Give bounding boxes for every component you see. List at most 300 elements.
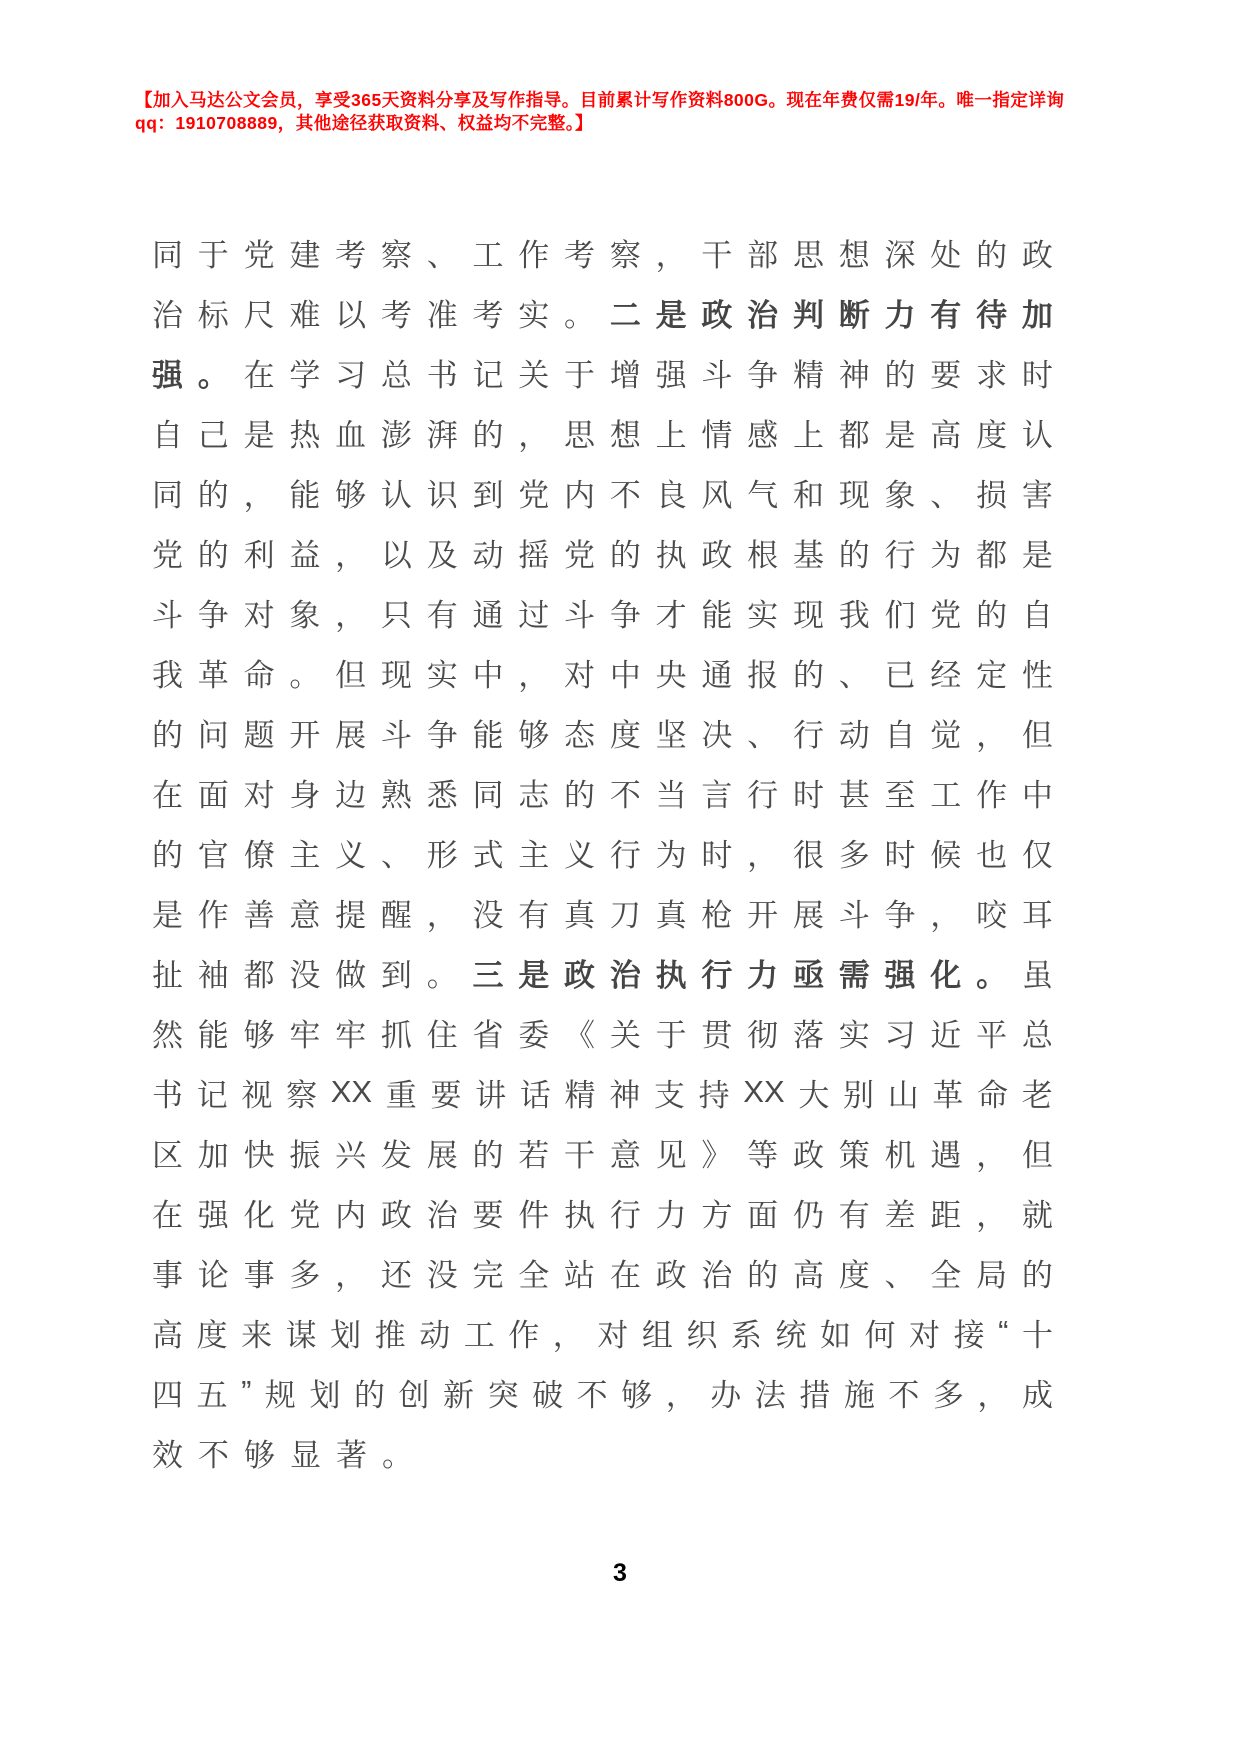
text-char: 同 bbox=[152, 237, 183, 273]
text-char: 规 bbox=[264, 1377, 296, 1413]
text-char: 仅 bbox=[1021, 837, 1053, 873]
text-char: 枪 bbox=[701, 897, 733, 933]
text-char: 法 bbox=[754, 1377, 786, 1413]
text-char: 实 bbox=[518, 297, 550, 333]
text-char: 强 bbox=[655, 357, 687, 393]
text-char: 动 bbox=[472, 537, 504, 573]
text-char: 、 bbox=[930, 477, 962, 513]
text-char: 党 bbox=[289, 1197, 321, 1233]
text-char: 我 bbox=[152, 657, 183, 693]
text-char: 在 bbox=[152, 777, 183, 813]
text-char: 言 bbox=[701, 777, 733, 813]
text-char: ， bbox=[335, 537, 367, 573]
text-char: 真 bbox=[655, 897, 687, 933]
text-char: 待 bbox=[976, 297, 1008, 333]
text-char: 定 bbox=[976, 657, 1008, 693]
text-char: 时 bbox=[884, 837, 916, 873]
text-char: 开 bbox=[747, 897, 779, 933]
text-char: 贯 bbox=[701, 1017, 733, 1053]
text-char: 显 bbox=[290, 1437, 321, 1473]
text-char: 中 bbox=[472, 657, 504, 693]
text-char: 办 bbox=[710, 1377, 742, 1413]
text-char: 不 bbox=[576, 1377, 608, 1413]
text-char: 破 bbox=[532, 1377, 564, 1413]
text-char: 真 bbox=[564, 897, 596, 933]
text-char: 央 bbox=[655, 657, 687, 693]
text-char: 良 bbox=[655, 477, 687, 513]
text-char: 二 bbox=[609, 297, 641, 333]
text-char: 中 bbox=[609, 657, 641, 693]
text-char: 执 bbox=[564, 1197, 596, 1233]
text-char: 作 bbox=[197, 897, 229, 933]
text-char: 于 bbox=[564, 357, 596, 393]
text-char: 都 bbox=[838, 417, 870, 453]
text-char: 书 bbox=[426, 357, 458, 393]
text-char: 做 bbox=[335, 957, 367, 993]
text-char: 以 bbox=[380, 537, 412, 573]
text-char: 部 bbox=[747, 237, 779, 273]
text-char: ， bbox=[976, 1197, 1008, 1233]
text-char: 中 bbox=[1021, 777, 1053, 813]
text-char: 难 bbox=[289, 297, 321, 333]
text-char: 不 bbox=[609, 777, 641, 813]
text-char: 行 bbox=[609, 1197, 641, 1233]
text-char: 还 bbox=[380, 1257, 412, 1293]
text-line bbox=[152, 1362, 1053, 1422]
text-char: 度 bbox=[196, 1317, 228, 1353]
text-char: 是 bbox=[1021, 537, 1053, 573]
text-char: 强 bbox=[152, 357, 183, 393]
text-char: 热 bbox=[289, 417, 321, 453]
text-char: 察 bbox=[609, 237, 641, 273]
text-char: ， bbox=[977, 1377, 1009, 1413]
text-char: 的 bbox=[838, 537, 870, 573]
text-char: 求 bbox=[976, 357, 1008, 393]
text-line bbox=[152, 1122, 1053, 1182]
text-char: 益 bbox=[289, 537, 321, 573]
text-char: 经 bbox=[930, 657, 962, 693]
text-char: 报 bbox=[747, 657, 779, 693]
text-char: 织 bbox=[686, 1317, 718, 1353]
text-char: 能 bbox=[701, 597, 733, 633]
text-char: ， bbox=[930, 897, 962, 933]
text-char: 动 bbox=[838, 717, 870, 753]
text-char: 没 bbox=[289, 957, 321, 993]
text-char: 熟 bbox=[380, 777, 412, 813]
text-char: 现 bbox=[380, 657, 412, 693]
text-char: 时 bbox=[792, 777, 824, 813]
text-char: 为 bbox=[655, 837, 687, 873]
text-char: 的 bbox=[564, 777, 596, 813]
text-char: 划 bbox=[330, 1317, 362, 1353]
text-char: 至 bbox=[884, 777, 916, 813]
text-char: 力 bbox=[884, 297, 916, 333]
text-char: 行 bbox=[747, 777, 779, 813]
text-char: 没 bbox=[426, 1257, 458, 1293]
text-char: 记 bbox=[472, 357, 504, 393]
text-char: 和 bbox=[792, 477, 824, 513]
text-char: 执 bbox=[655, 957, 687, 993]
text-char: 己 bbox=[197, 417, 229, 453]
text-char: 对 bbox=[909, 1317, 941, 1353]
text-char: 高 bbox=[930, 417, 962, 453]
text-char: 动 bbox=[419, 1317, 451, 1353]
text-char: 有 bbox=[930, 297, 962, 333]
text-char: 内 bbox=[335, 1197, 367, 1233]
text-line bbox=[152, 702, 1053, 762]
text-char: 坚 bbox=[655, 717, 687, 753]
text-char: 快 bbox=[243, 1137, 275, 1173]
text-char: 、 bbox=[426, 237, 458, 273]
body-text bbox=[152, 222, 1053, 1482]
text-char: 强 bbox=[884, 957, 916, 993]
text-char: 区 bbox=[152, 1137, 183, 1173]
text-char: 度 bbox=[976, 417, 1008, 453]
text-char: 机 bbox=[884, 1137, 916, 1173]
text-char: 现 bbox=[838, 477, 870, 513]
text-char: 性 bbox=[1021, 657, 1053, 693]
text-char: 考 bbox=[564, 237, 596, 273]
text-char: 作 bbox=[976, 777, 1008, 813]
text-char: 自 bbox=[152, 417, 183, 453]
text-char: 的 bbox=[609, 537, 641, 573]
text-line bbox=[152, 1302, 1053, 1362]
text-char: 、 bbox=[884, 1257, 916, 1293]
text-char: 及 bbox=[426, 537, 458, 573]
text-char: 准 bbox=[426, 297, 458, 333]
text-char: 强 bbox=[197, 1197, 229, 1233]
text-char: 争 bbox=[426, 717, 458, 753]
text-char: 彻 bbox=[747, 1017, 779, 1053]
text-char: 展 bbox=[792, 897, 824, 933]
text-char: 来 bbox=[241, 1317, 273, 1353]
text-char: 的 bbox=[747, 1257, 779, 1293]
text-char: 展 bbox=[335, 717, 367, 753]
text-char: 效 bbox=[152, 1437, 183, 1473]
text-char: 要 bbox=[430, 1077, 462, 1113]
text-line bbox=[152, 462, 1053, 522]
text-char: 的 bbox=[976, 597, 1008, 633]
text-char: 组 bbox=[641, 1317, 673, 1353]
text-char: 增 bbox=[609, 357, 641, 393]
text-char: 治 bbox=[609, 957, 641, 993]
text-char: 。 bbox=[289, 657, 321, 693]
text-char: 政 bbox=[1021, 237, 1053, 273]
text-char: 的 bbox=[197, 537, 229, 573]
text-char: 精 bbox=[564, 1077, 596, 1113]
text-char: 形 bbox=[426, 837, 458, 873]
text-char: 的 bbox=[353, 1377, 385, 1413]
text-char: 大 bbox=[798, 1077, 830, 1113]
text-char: 候 bbox=[930, 837, 962, 873]
text-char: 断 bbox=[838, 297, 870, 333]
text-char: 治 bbox=[426, 1197, 458, 1233]
text-char: 差 bbox=[884, 1197, 916, 1233]
text-char: 工 bbox=[472, 237, 504, 273]
text-char: 在 bbox=[152, 1197, 183, 1233]
text-char: 。 bbox=[564, 297, 596, 333]
text-char: 高 bbox=[792, 1257, 824, 1293]
text-char: 察 bbox=[286, 1077, 318, 1113]
text-char: 谋 bbox=[285, 1317, 317, 1353]
text-char: 根 bbox=[747, 537, 779, 573]
text-char: 方 bbox=[701, 1197, 733, 1233]
text-char: 意 bbox=[609, 1137, 641, 1173]
text-char: 不 bbox=[198, 1437, 229, 1473]
text-char: 干 bbox=[701, 237, 733, 273]
text-char: 到 bbox=[472, 477, 504, 513]
text-char: 讲 bbox=[475, 1077, 507, 1113]
text-char: 山 bbox=[887, 1077, 919, 1113]
text-char: 甚 bbox=[838, 777, 870, 813]
text-char: 抓 bbox=[380, 1017, 412, 1053]
text-char: 也 bbox=[976, 837, 1008, 873]
text-char: 多 bbox=[838, 837, 870, 873]
text-char: ， bbox=[655, 237, 687, 273]
text-char: 党 bbox=[564, 537, 596, 573]
text-char: 争 bbox=[197, 597, 229, 633]
text-char: 关 bbox=[518, 357, 550, 393]
text-char: 平 bbox=[976, 1017, 1008, 1053]
text-char: 提 bbox=[335, 897, 367, 933]
text-char: 学 bbox=[289, 357, 321, 393]
text-char: 度 bbox=[609, 717, 641, 753]
text-char: 能 bbox=[197, 1017, 229, 1053]
text-char: 行 bbox=[701, 957, 733, 993]
text-char: 策 bbox=[838, 1137, 870, 1173]
text-line bbox=[152, 882, 1053, 942]
text-char: ” bbox=[241, 1374, 252, 1409]
page-number: 3 bbox=[613, 1559, 627, 1587]
text-char: 察 bbox=[380, 237, 412, 273]
text-char: 等 bbox=[747, 1137, 779, 1173]
text-char: 实 bbox=[426, 657, 458, 693]
text-char: 决 bbox=[701, 717, 733, 753]
text-line bbox=[152, 762, 1053, 822]
text-char: XX bbox=[330, 1074, 373, 1109]
text-char: 化 bbox=[243, 1197, 275, 1233]
text-char: 醒 bbox=[380, 897, 412, 933]
text-line bbox=[152, 1422, 1053, 1482]
text-char: 够 bbox=[621, 1377, 653, 1413]
text-char: 有 bbox=[518, 897, 550, 933]
text-char: 距 bbox=[930, 1197, 962, 1233]
text-char: 的 bbox=[884, 357, 916, 393]
text-char: 政 bbox=[564, 957, 596, 993]
text-char: 完 bbox=[472, 1257, 504, 1293]
text-char: 义 bbox=[335, 837, 367, 873]
text-char: 站 bbox=[564, 1257, 596, 1293]
text-char: 要 bbox=[930, 357, 962, 393]
text-char: 亟 bbox=[792, 957, 824, 993]
text-char: 行 bbox=[884, 537, 916, 573]
text-char: 习 bbox=[335, 357, 367, 393]
text-char: 开 bbox=[289, 717, 321, 753]
text-char: 扯 bbox=[152, 957, 183, 993]
text-line bbox=[152, 342, 1053, 402]
text-char: 局 bbox=[976, 1257, 1008, 1293]
text-char: 何 bbox=[864, 1317, 896, 1353]
text-char: 近 bbox=[930, 1017, 962, 1053]
text-char: 够 bbox=[243, 1017, 275, 1053]
text-char: 才 bbox=[655, 597, 687, 633]
text-char: 成 bbox=[1021, 1377, 1053, 1413]
text-char: 发 bbox=[380, 1137, 412, 1173]
text-char: 论 bbox=[197, 1257, 229, 1293]
text-char: 工 bbox=[463, 1317, 495, 1353]
text-char: 处 bbox=[930, 237, 962, 273]
text-char: 五 bbox=[196, 1377, 228, 1413]
text-char: 为 bbox=[930, 537, 962, 573]
text-char: 支 bbox=[653, 1077, 685, 1113]
text-char: 有 bbox=[426, 597, 458, 633]
text-char: 刀 bbox=[609, 897, 641, 933]
text-char: 认 bbox=[1021, 417, 1053, 453]
text-char: 然 bbox=[152, 1017, 183, 1053]
text-char: 施 bbox=[843, 1377, 875, 1413]
text-char: 持 bbox=[698, 1077, 730, 1113]
text-char: 主 bbox=[289, 837, 321, 873]
text-char: 自 bbox=[1021, 597, 1053, 633]
text-char: 深 bbox=[884, 237, 916, 273]
text-char: 实 bbox=[747, 597, 779, 633]
text-char: 工 bbox=[930, 777, 962, 813]
text-char: 创 bbox=[398, 1377, 430, 1413]
text-char: 标 bbox=[197, 297, 229, 333]
text-char: 展 bbox=[426, 1137, 458, 1173]
text-char: 义 bbox=[564, 837, 596, 873]
text-char: 但 bbox=[1021, 1137, 1053, 1173]
text-char: 争 bbox=[747, 357, 779, 393]
text-char: 全 bbox=[930, 1257, 962, 1293]
text-char: 党 bbox=[518, 477, 550, 513]
text-line bbox=[152, 822, 1053, 882]
text-char: 时 bbox=[1021, 357, 1053, 393]
text-char: ， bbox=[518, 657, 550, 693]
text-char: 命 bbox=[243, 657, 275, 693]
text-line bbox=[152, 1182, 1053, 1242]
text-char: 于 bbox=[655, 1017, 687, 1053]
text-char: 党 bbox=[243, 237, 275, 273]
text-char: ， bbox=[426, 897, 458, 933]
text-char: 对 bbox=[564, 657, 596, 693]
text-char: 十 bbox=[1021, 1317, 1053, 1353]
text-char: 的 bbox=[197, 477, 229, 513]
text-char: 行 bbox=[792, 717, 824, 753]
text-char: 就 bbox=[1021, 1197, 1053, 1233]
text-char: 记 bbox=[196, 1077, 228, 1113]
text-char: 关 bbox=[609, 1017, 641, 1053]
text-char: 治 bbox=[152, 297, 183, 333]
text-char: 事 bbox=[243, 1257, 275, 1293]
text-char: ， bbox=[976, 717, 1008, 753]
text-char: 湃 bbox=[426, 417, 458, 453]
text-char: 如 bbox=[819, 1317, 851, 1353]
text-char: 判 bbox=[792, 297, 824, 333]
text-char: 划 bbox=[309, 1377, 341, 1413]
text-char: 。 bbox=[426, 957, 458, 993]
text-char: 的 bbox=[472, 417, 504, 453]
text-char: 上 bbox=[655, 417, 687, 453]
text-char: 只 bbox=[380, 597, 412, 633]
text-char: 治 bbox=[701, 1257, 733, 1293]
text-line bbox=[152, 1242, 1053, 1302]
text-char: 耳 bbox=[1021, 897, 1053, 933]
text-char: 执 bbox=[655, 537, 687, 573]
text-char: 是 bbox=[655, 297, 687, 333]
text-char: 思 bbox=[564, 417, 596, 453]
text-char: 利 bbox=[243, 537, 275, 573]
text-char: 对 bbox=[243, 597, 275, 633]
text-char: 认 bbox=[380, 477, 412, 513]
text-char: 同 bbox=[152, 477, 183, 513]
text-char: 式 bbox=[472, 837, 504, 873]
text-char: 我 bbox=[838, 597, 870, 633]
text-char: 的 bbox=[472, 1137, 504, 1173]
text-char: 斗 bbox=[564, 597, 596, 633]
text-char: 落 bbox=[792, 1017, 824, 1053]
text-char: 革 bbox=[197, 657, 229, 693]
text-char: 僚 bbox=[243, 837, 275, 873]
text-char: 但 bbox=[1021, 717, 1053, 753]
text-char: 度 bbox=[838, 1257, 870, 1293]
text-char: 的 bbox=[152, 837, 183, 873]
text-char: 够 bbox=[518, 717, 550, 753]
text-char: 建 bbox=[289, 237, 321, 273]
text-char: 没 bbox=[472, 897, 504, 933]
text-char: 党 bbox=[152, 537, 183, 573]
text-char: 政 bbox=[701, 297, 733, 333]
text-char: 《 bbox=[564, 1017, 596, 1053]
text-char: 思 bbox=[792, 237, 824, 273]
text-char: 习 bbox=[884, 1017, 916, 1053]
text-char: 斗 bbox=[701, 357, 733, 393]
text-char: 统 bbox=[775, 1317, 807, 1353]
text-char: 三 bbox=[472, 957, 504, 993]
text-char: 身 bbox=[289, 777, 321, 813]
text-char: 同 bbox=[472, 777, 504, 813]
text-char: 作 bbox=[518, 237, 550, 273]
text-char: 够 bbox=[335, 477, 367, 513]
text-char: 当 bbox=[655, 777, 687, 813]
text-char: 过 bbox=[518, 597, 550, 633]
text-char: 多 bbox=[289, 1257, 321, 1293]
text-char: 高 bbox=[152, 1317, 183, 1353]
text-char: 志 bbox=[518, 777, 550, 813]
text-char: 、 bbox=[747, 717, 779, 753]
text-char: 政 bbox=[701, 537, 733, 573]
text-char: 边 bbox=[335, 777, 367, 813]
text-char: 象 bbox=[884, 477, 916, 513]
text-char: 面 bbox=[197, 777, 229, 813]
text-char: ， bbox=[976, 1137, 1008, 1173]
text-char: 神 bbox=[838, 357, 870, 393]
text-char: 》 bbox=[701, 1137, 733, 1173]
text-char: 想 bbox=[609, 417, 641, 453]
text-char: 需 bbox=[838, 957, 870, 993]
membership-notice-line2: qq：1910708889，其他途径获取资料、权益均不完整。】 bbox=[135, 113, 593, 133]
text-char: 突 bbox=[487, 1377, 519, 1413]
text-char: 是 bbox=[243, 417, 275, 453]
text-char: 是 bbox=[152, 897, 183, 933]
text-char: 党 bbox=[930, 597, 962, 633]
text-char: 都 bbox=[976, 537, 1008, 573]
text-char: 事 bbox=[152, 1257, 183, 1293]
text-char: 接 bbox=[953, 1317, 985, 1353]
text-char: 视 bbox=[241, 1077, 273, 1113]
text-char: 都 bbox=[243, 957, 275, 993]
text-char: 牢 bbox=[289, 1017, 321, 1053]
